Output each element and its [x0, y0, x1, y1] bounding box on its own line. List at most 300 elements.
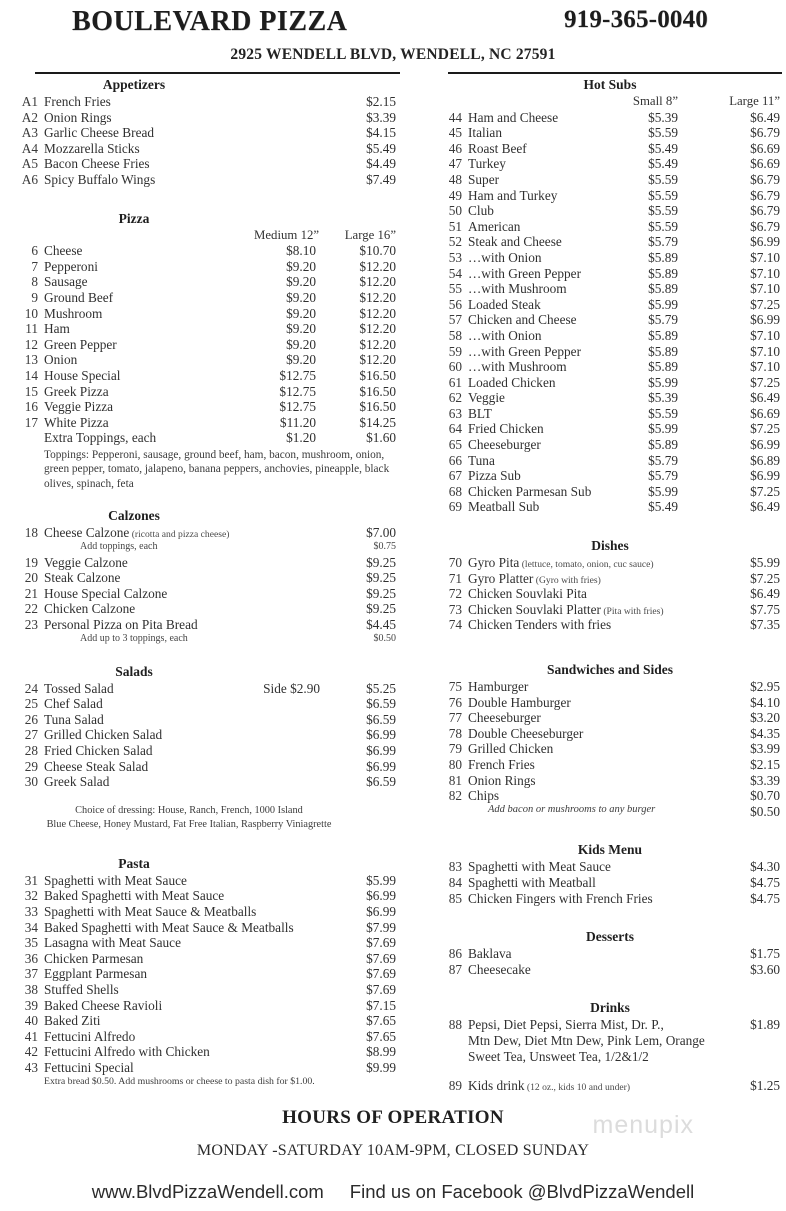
section-sandwiches-sides: [400, 661, 786, 819]
item-name: Cheeseburger: [468, 710, 541, 726]
menu-item-row: [8, 306, 400, 322]
item-number: 15: [24, 383, 38, 399]
salads-title: Salads: [115, 663, 153, 679]
menu-item-row: [400, 962, 786, 978]
menu-item-row: [8, 555, 400, 571]
item-price: $9.25: [366, 585, 396, 601]
item-number: 23: [24, 617, 38, 633]
item-price-small: $12.75: [279, 399, 316, 415]
item-name: Grilled Chicken Salad: [44, 727, 163, 743]
item-number: 67: [448, 468, 462, 484]
item-price: $3.20: [750, 710, 780, 726]
item-price-small: $5.89: [648, 265, 678, 281]
item-name: Tuna Salad: [44, 711, 104, 727]
item-price-small: $9.20: [286, 321, 316, 337]
item-price: $9.25: [366, 570, 396, 586]
item-price-small: $5.99: [648, 421, 678, 437]
menu-header: [0, 0, 786, 72]
item-name: Cheeseburger: [468, 437, 541, 453]
item-name: Fried Chicken Salad: [44, 743, 153, 759]
item-name: Sausage: [44, 274, 88, 290]
item-price-small: $9.20: [286, 274, 316, 290]
item-price-small: $5.89: [648, 249, 678, 265]
item-price-small: $5.89: [648, 281, 678, 297]
item-name: Baklava: [468, 946, 512, 962]
menu-item-row: [400, 484, 786, 500]
item-price-large: $14.25: [359, 414, 396, 430]
item-name: Chips: [468, 788, 500, 804]
item-name: Onion Rings: [468, 772, 536, 788]
item-name: House Special Calzone: [44, 585, 168, 601]
item-detail: (12 oz., kids 10 and under): [524, 1082, 631, 1094]
pizza-title: Pizza: [118, 210, 150, 226]
menu-item-row: [400, 156, 786, 172]
menu-item-row: [400, 946, 786, 962]
menu-item-row: [8, 617, 400, 633]
menu-item-row: [8, 1060, 400, 1076]
drinks-continuation-text: Sweet Tea, Unsweet Tea, 1/2&1/2: [468, 1048, 649, 1064]
calzones-list: [8, 525, 400, 647]
pasta-title: Pasta: [118, 855, 150, 871]
item-price-small: $5.99: [648, 296, 678, 312]
item-price-large: $6.99: [750, 234, 780, 250]
sandwiches-add-note-row: [400, 804, 786, 820]
item-price-small: $5.89: [648, 327, 678, 343]
item-name: …with Green Pepper: [468, 343, 581, 359]
hot-subs-list: [400, 110, 786, 515]
dressing-line-1: Choice of dressing: House, Ranch, French, 1000 Island: [75, 804, 303, 816]
menu-item-row: [400, 468, 786, 484]
menu-item-row: [8, 259, 400, 275]
item-price-large: $12.20: [359, 321, 396, 337]
item-name: Green Pepper: [44, 336, 117, 352]
menu-item-row: [8, 384, 400, 400]
item-price-large: $12.20: [359, 336, 396, 352]
item-number: 71: [448, 570, 462, 586]
item-price-small: $5.59: [648, 171, 678, 187]
menu-item-row: [400, 421, 786, 437]
menu-item-row: [8, 601, 400, 617]
item-name: Club: [468, 203, 494, 219]
item-number: 25: [24, 696, 38, 712]
item-name: Greek Salad: [44, 774, 110, 790]
item-price-small: $5.59: [648, 405, 678, 421]
menu-item-row: [400, 571, 786, 587]
item-number: A4: [21, 140, 38, 156]
item-price-small: $9.20: [286, 336, 316, 352]
item-price: $6.59: [366, 711, 396, 727]
item-name: Mozzarella Sticks: [44, 140, 140, 156]
item-name: Add toppings, each: [80, 540, 158, 552]
menu-item-row: [400, 266, 786, 282]
menu-item-row: [8, 415, 400, 431]
item-number: 41: [24, 1028, 38, 1044]
item-price: $9.25: [366, 601, 396, 617]
item-number: 22: [24, 601, 38, 617]
item-detail: (lettuce, tomato, onion, cuc sauce): [519, 559, 654, 571]
item-number: 38: [24, 981, 38, 997]
menu-item-row: [400, 602, 786, 618]
item-price-large: $7.25: [750, 483, 780, 499]
item-name: Chicken Parmesan: [44, 950, 144, 966]
menu-item-row: [8, 873, 400, 889]
menu-item-row: [8, 141, 400, 157]
salads-list: [8, 681, 400, 790]
item-number: 63: [448, 405, 462, 421]
menu-item-row: [400, 875, 786, 891]
item-name: Gyro Platter (Gyro with fries): [468, 570, 601, 586]
item-number: 61: [448, 374, 462, 390]
menu-item-row: [400, 757, 786, 773]
item-number: 12: [24, 336, 38, 352]
item-price: $2.15: [750, 756, 780, 772]
item-price: $6.49: [750, 586, 780, 602]
item-number: 76: [448, 694, 462, 710]
item-number: 69: [448, 499, 462, 515]
item-price: $5.25: [366, 680, 396, 696]
item-name: Fried Chicken: [468, 421, 544, 437]
drinks-continuation-text: Mtn Dew, Diet Mtn Dew, Pink Lem, Orange: [468, 1032, 705, 1048]
item-price-small: $5.59: [648, 218, 678, 234]
item-price-small: $5.89: [648, 437, 678, 453]
item-price: $2.15: [366, 94, 396, 109]
item-price-large: $6.89: [750, 452, 780, 468]
item-name: Pepsi, Diet Pepsi, Sierra Mist, Dr. P.,: [468, 1017, 664, 1033]
menu-item-row: [400, 344, 786, 360]
menu-item-row: [400, 788, 786, 804]
item-price-small: $5.99: [648, 483, 678, 499]
item-number: 75: [448, 679, 462, 694]
dishes-title: Dishes: [591, 538, 629, 554]
item-number: 53: [448, 249, 462, 265]
item-name: Ground Beef: [44, 289, 114, 305]
menu-item-row: [400, 891, 786, 907]
item-price: $7.65: [366, 1013, 396, 1029]
item-name: Ham: [44, 321, 70, 337]
item-price: $4.15: [366, 125, 396, 141]
section-kids-menu: [400, 841, 786, 906]
item-name: BLT: [468, 405, 492, 421]
menu-item-row: [400, 499, 786, 515]
menu-item-row: [400, 859, 786, 875]
appetizers-title: Appetizers: [102, 77, 166, 92]
item-number: 56: [448, 296, 462, 312]
item-price-small: $5.39: [648, 390, 678, 406]
item-price-small: $5.79: [648, 234, 678, 250]
menu-item-row: [400, 617, 786, 633]
item-price: $1.89: [750, 1017, 780, 1033]
item-detail: (ricotta and pizza cheese): [129, 529, 230, 541]
item-number: 65: [448, 437, 462, 453]
item-price: $6.99: [366, 743, 396, 759]
item-number: 26: [24, 711, 38, 727]
item-number: 85: [448, 890, 462, 906]
item-price: $4.75: [750, 890, 780, 906]
item-detail: (Gyro with fries): [533, 574, 601, 586]
item-name: Double Cheeseburger: [468, 725, 584, 741]
drinks-continuation-line: [400, 1033, 786, 1049]
item-price-small: $5.99: [648, 374, 678, 390]
item-price: $7.69: [366, 950, 396, 966]
business-name: BOULEVARD PIZZA: [72, 6, 348, 37]
item-number: 17: [24, 414, 38, 430]
item-number: 43: [24, 1059, 38, 1075]
menu-item-row: [8, 399, 400, 415]
item-name: White Pizza: [44, 414, 109, 430]
item-price: $5.49: [366, 140, 396, 156]
right-column: [400, 72, 786, 1096]
item-number: 24: [24, 680, 38, 696]
item-price-small: $8.10: [286, 243, 316, 259]
menu-item-row: [8, 935, 400, 951]
item-name: Baked Spaghetti with Meat Sauce & Meatballs: [44, 919, 294, 935]
item-number: 62: [448, 390, 462, 406]
menu-item-row: [8, 633, 400, 647]
item-price-small: $9.20: [286, 305, 316, 321]
menu-item-row: [8, 712, 400, 728]
footer-links: [0, 1181, 786, 1203]
item-name: Chicken Souvlaki Pita: [468, 586, 587, 602]
menu-item-row: [8, 368, 400, 384]
drinks-continuation-line: [400, 1049, 786, 1065]
item-price: $0.70: [750, 788, 780, 804]
menu-item-row: [8, 904, 400, 920]
item-price: $5.99: [750, 555, 780, 571]
item-number: 45: [448, 125, 462, 141]
item-price: $6.59: [366, 696, 396, 712]
item-number: 73: [448, 601, 462, 617]
item-price: $6.99: [366, 727, 396, 743]
item-number: 16: [24, 399, 38, 415]
item-name: Chicken Souvlaki Platter (Pita with fries): [468, 601, 664, 617]
kids-menu-list: [400, 859, 786, 906]
item-number: 29: [24, 758, 38, 774]
item-number: 11: [25, 321, 38, 337]
menu-item-row: [8, 156, 400, 172]
item-number: 68: [448, 483, 462, 499]
item-price-large: $12.20: [359, 258, 396, 274]
menu-item-row: [8, 352, 400, 368]
item-number: 20: [24, 570, 38, 586]
item-price: $7.00: [366, 525, 396, 541]
item-price-small: $5.49: [648, 499, 678, 515]
item-number: A6: [21, 171, 38, 187]
item-number: 64: [448, 421, 462, 437]
pasta-footnote: Extra bread $0.50. Add mushrooms or cheese to pasta dish for $1.00.: [44, 1075, 315, 1087]
item-price: $3.39: [366, 109, 396, 125]
menu-item-row: [400, 555, 786, 571]
item-number: 6: [31, 243, 38, 259]
website-link[interactable]: www.BlvdPizzaWendell.com: [91, 1181, 324, 1202]
item-price: $7.65: [366, 1028, 396, 1044]
item-price-large: $6.49: [750, 390, 780, 406]
hot-subs-large-header: Large 11”: [729, 94, 780, 108]
item-name: Cheese Steak Salad: [44, 758, 149, 774]
item-number: 44: [448, 109, 462, 125]
menupix-watermark: menupix: [592, 1111, 694, 1139]
item-number: 34: [24, 919, 38, 935]
item-name: House Special: [44, 367, 121, 383]
item-name: Double Hamburger: [468, 694, 571, 710]
drinks-title: Drinks: [590, 1000, 630, 1016]
menu-item-row: [8, 274, 400, 290]
item-price: $5.99: [366, 872, 396, 888]
item-name: Pizza Sub: [468, 468, 521, 484]
item-name: Chef Salad: [44, 696, 103, 712]
item-detail: (Pita with fries): [600, 605, 664, 617]
item-price-large: $6.69: [750, 405, 780, 421]
item-price: $0.50: [750, 803, 780, 819]
item-price: $7.49: [366, 171, 396, 187]
item-number: 49: [448, 187, 462, 203]
item-name: Cheesecake: [468, 961, 531, 977]
desserts-title: Desserts: [586, 929, 634, 945]
item-name: Stuffed Shells: [44, 981, 119, 997]
item-name: Chicken and Cheese: [468, 312, 577, 328]
item-price: $7.69: [366, 966, 396, 982]
section-salads: [8, 663, 400, 833]
item-name: …with Mushroom: [468, 281, 567, 297]
item-name: Steak and Cheese: [468, 234, 562, 250]
item-name: Kids drink (12 oz., kids 10 and under): [468, 1078, 631, 1094]
item-name: Mushroom: [44, 305, 103, 321]
item-number: 74: [448, 617, 462, 633]
phone-number: 919-365-0040: [563, 6, 708, 33]
item-number: 32: [24, 888, 38, 904]
menu-item-row: [8, 586, 400, 602]
item-number: 52: [448, 234, 462, 250]
menu-item-row: [8, 998, 400, 1014]
dishes-list: [400, 555, 786, 633]
item-name: Add up to 3 toppings, each: [80, 632, 188, 644]
item-name: Ham and Turkey: [468, 187, 558, 203]
menu-item-row: [400, 586, 786, 602]
item-price-large: $12.20: [359, 274, 396, 290]
item-number: 48: [448, 171, 462, 187]
item-number: 30: [24, 774, 38, 790]
item-name: Baked Cheese Ravioli: [44, 997, 163, 1013]
item-name: Veggie Calzone: [44, 554, 128, 570]
item-price: $0.50: [373, 632, 396, 644]
item-price-small: $5.59: [648, 125, 678, 141]
item-name: Lasagna with Meat Sauce: [44, 935, 181, 951]
item-name: French Fries: [44, 94, 111, 109]
item-price-small: $5.59: [648, 203, 678, 219]
item-number: 80: [448, 756, 462, 772]
item-number: 89: [448, 1078, 462, 1094]
item-price-small: $11.20: [279, 414, 316, 430]
item-number: 42: [24, 1044, 38, 1060]
hours-title: HOURS OF OPERATION: [282, 1107, 504, 1128]
item-number: A5: [21, 156, 38, 172]
right-divider: [448, 72, 782, 74]
item-price-small: $5.79: [648, 468, 678, 484]
menu-item-row: [400, 281, 786, 297]
item-number: 77: [448, 710, 462, 726]
menu-item-row: [400, 172, 786, 188]
menu-item-row: [400, 406, 786, 422]
item-number: 36: [24, 950, 38, 966]
item-name: Turkey: [468, 156, 506, 172]
menu-footer: [0, 1093, 786, 1211]
menu-item-row: [400, 710, 786, 726]
item-price: $3.39: [750, 772, 780, 788]
item-number: 8: [31, 274, 38, 290]
facebook-link[interactable]: Find us on Facebook @BlvdPizzaWendell: [349, 1181, 695, 1202]
item-number: 19: [24, 554, 38, 570]
left-divider: [35, 72, 400, 74]
item-name: Veggie Pizza: [44, 399, 114, 415]
item-price: $7.69: [366, 935, 396, 951]
item-number: A1: [21, 94, 38, 109]
item-name: Grilled Chicken: [468, 741, 554, 757]
item-price-large: $7.10: [750, 343, 780, 359]
item-price: $4.35: [750, 725, 780, 741]
menu-item-row: [8, 1013, 400, 1029]
item-name: Bacon Cheese Fries: [44, 156, 150, 172]
section-hot-subs: [400, 76, 786, 515]
menu-item-row: [400, 312, 786, 328]
item-number: 9: [31, 289, 38, 305]
item-name: …with Onion: [468, 249, 542, 265]
sandwiches-sides-list: [400, 679, 786, 819]
item-price-small: $5.89: [648, 343, 678, 359]
street-address: 2925 WENDELL BLVD, WENDELL, NC 27591: [230, 46, 556, 63]
drinks-list: [400, 1017, 786, 1093]
menu-item-row: [400, 141, 786, 157]
item-side-price: Side $2.90: [263, 680, 320, 696]
section-dishes: [400, 537, 786, 633]
item-price: $4.49: [366, 156, 396, 172]
item-number: 35: [24, 935, 38, 951]
item-name: Italian: [468, 125, 502, 141]
item-number: 51: [448, 218, 462, 234]
item-price-large: $7.25: [750, 296, 780, 312]
item-price-large: $6.69: [750, 140, 780, 156]
item-price-large: $6.99: [750, 312, 780, 328]
item-price-large: $7.10: [750, 265, 780, 281]
item-price: $6.99: [366, 904, 396, 919]
item-price: $7.15: [366, 997, 396, 1013]
item-name: Loaded Chicken: [468, 374, 556, 390]
item-price-large: $6.99: [750, 437, 780, 453]
section-pizza: [8, 210, 400, 492]
menu-item-row: [400, 390, 786, 406]
item-name: Spicy Buffalo Wings: [44, 171, 156, 187]
menu-item-row: [8, 243, 400, 259]
item-price-large: $6.79: [750, 218, 780, 234]
item-number: 57: [448, 312, 462, 328]
kids-menu-title: Kids Menu: [577, 842, 643, 858]
menu-item-row: [8, 759, 400, 775]
item-name: Spaghetti with Meat Sauce & Meatballs: [44, 904, 257, 919]
item-price-small: $12.75: [279, 367, 316, 383]
item-name: Tuna: [468, 452, 495, 468]
item-number: 81: [448, 772, 462, 788]
menu-item-row: [400, 695, 786, 711]
item-price: $7.25: [750, 570, 780, 586]
menu-item-row: [400, 359, 786, 375]
item-name: Meatball Sub: [468, 499, 540, 515]
menu-item-row: [400, 250, 786, 266]
item-price: $8.99: [366, 1044, 396, 1060]
menu-item-row: [8, 430, 400, 446]
item-name: Hamburger: [468, 679, 529, 694]
desserts-list: [400, 946, 786, 977]
item-number: 82: [448, 788, 462, 804]
menu-item-row: [400, 110, 786, 126]
item-name: Eggplant Parmesan: [44, 966, 148, 982]
